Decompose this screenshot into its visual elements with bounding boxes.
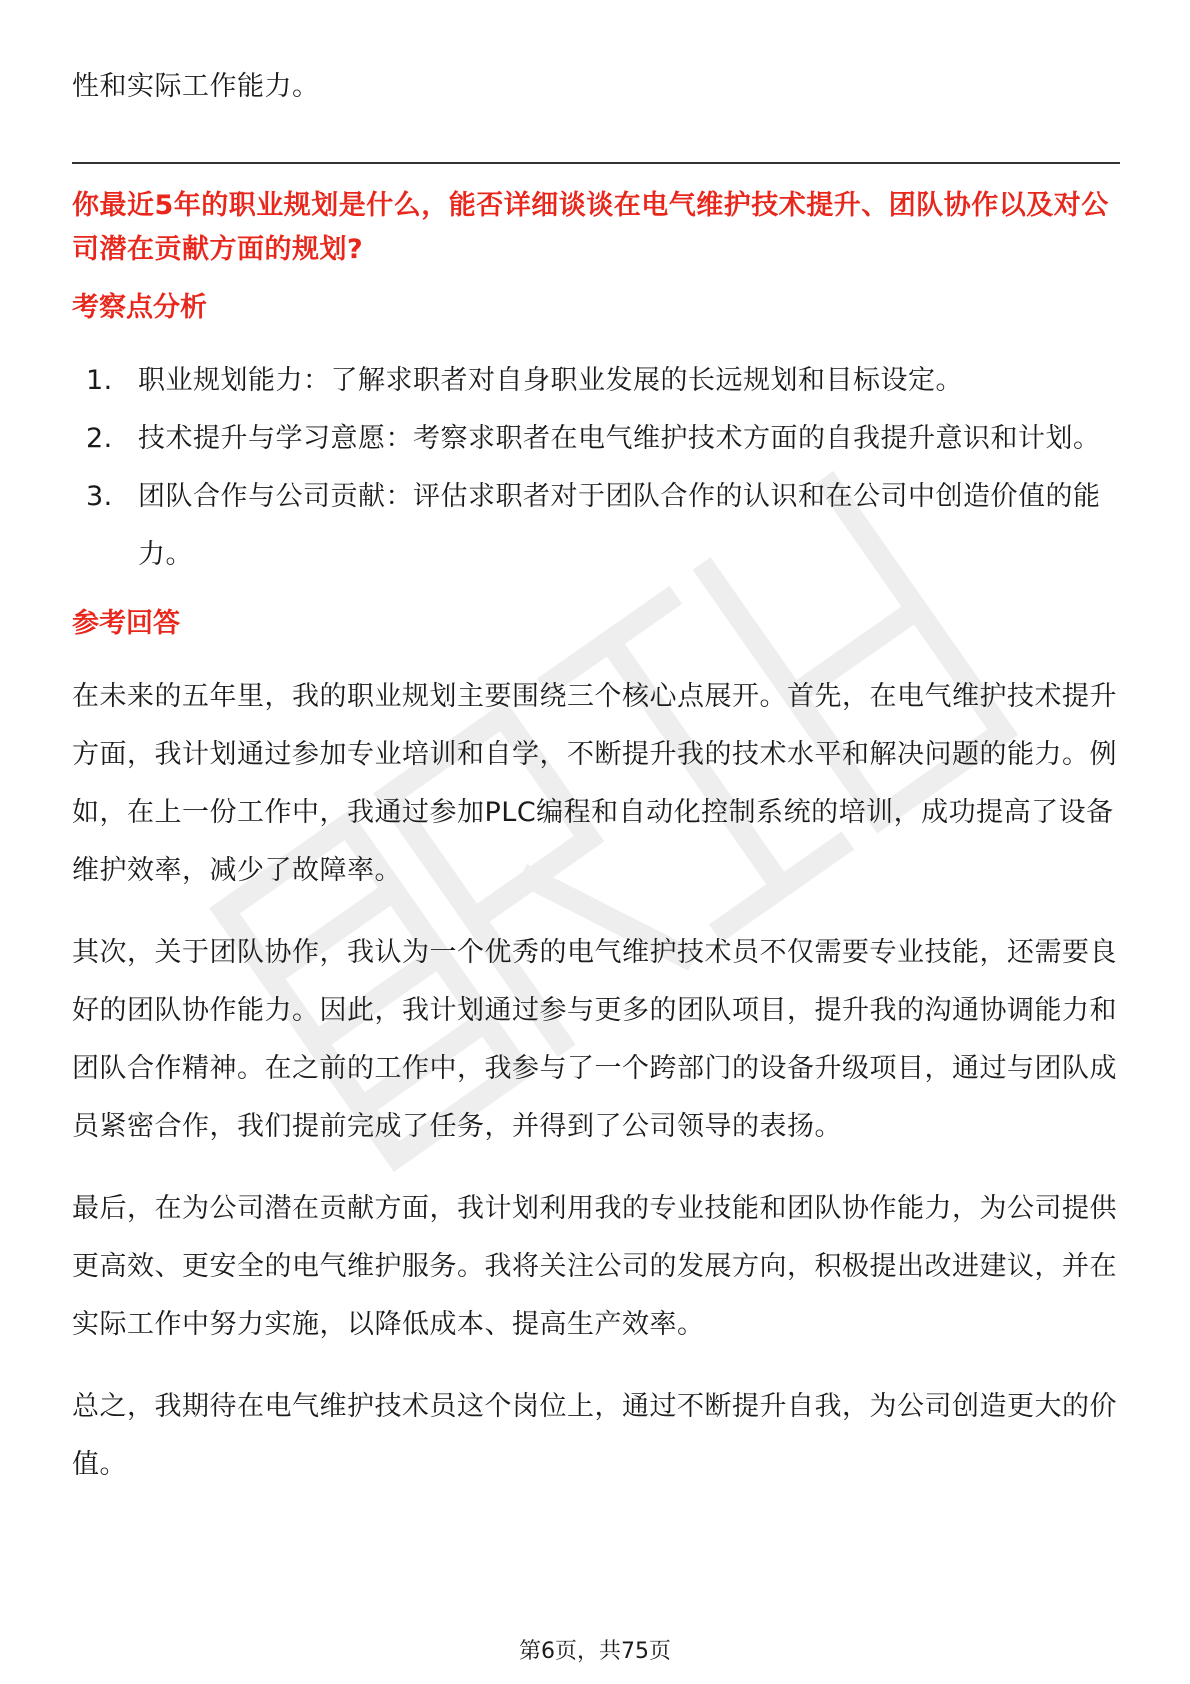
answer-paragraph: 总之，我期待在电气维护技术员这个岗位上，通过不断提升自我，为公司创造更大的价值。 xyxy=(72,1390,1117,1480)
list-item-number: 3. xyxy=(86,480,113,512)
page-footer: 第6页，共75页 xyxy=(519,1639,671,1664)
analysis-list xyxy=(72,352,1120,584)
list-item xyxy=(72,410,1120,468)
section-divider xyxy=(72,162,1120,164)
page-content xyxy=(72,58,1120,1494)
answer-paragraph: 其次，关于团队协作，我认为一个优秀的电气维护技术员不仅需要专业技能，还需要良好的团队协作能力。因此，我计划通过参与更多的团队项目，提升我的沟通协调能力和团队合作精神。在之前的工作中，我参与了一个跨部门的设备升级项目，通过与团队成员紧密合作，我们提前完成了任务，并得到了公司领导的表扬。 xyxy=(72,936,1117,1142)
list-item-text: 团队合作与公司贡献：评估求职者对于团队合作的认识和在公司中创造价值的能力。 xyxy=(138,480,1101,570)
continued-paragraph: 性和实际工作能力。 xyxy=(72,71,320,102)
answer-paragraph: 最后，在为公司潜在贡献方面，我计划利用我的专业技能和团队协作能力，为公司提供更高效、更安全的电气维护服务。我将关注公司的发展方向，积极提出改进建议，并在实际工作中努力实施，以降低成本、提高生产效率。 xyxy=(72,1192,1117,1340)
list-item-number: 1. xyxy=(86,364,113,396)
list-item-number: 2. xyxy=(86,422,113,454)
list-item xyxy=(72,468,1120,584)
question-heading: 你最近5年的职业规划是什么，能否详细谈谈在电气维护技术提升、团队协作以及对公司潜在贡献方面的规划? xyxy=(72,189,1109,265)
list-item-text: 技术提升与学习意愿：考察求职者在电气维护技术方面的自我提升意识和计划。 xyxy=(138,422,1101,454)
list-item-text: 职业规划能力：了解求职者对自身职业发展的长远规划和目标设定。 xyxy=(138,364,963,396)
list-item xyxy=(72,352,1120,410)
answer-title: 参考回答 xyxy=(72,607,180,639)
answer-paragraph: 在未来的五年里，我的职业规划主要围绕三个核心点展开。首先，在电气维护技术提升方面，我计划通过参加专业培训和自学，不断提升我的技术水平和解决问题的能力。例如，在上一份工作中，我通过参加PLC编程和自动化控制系统的培训，成功提高了设备维护效率，减少了故障率。 xyxy=(72,680,1117,886)
analysis-title: 考察点分析 xyxy=(72,291,207,323)
